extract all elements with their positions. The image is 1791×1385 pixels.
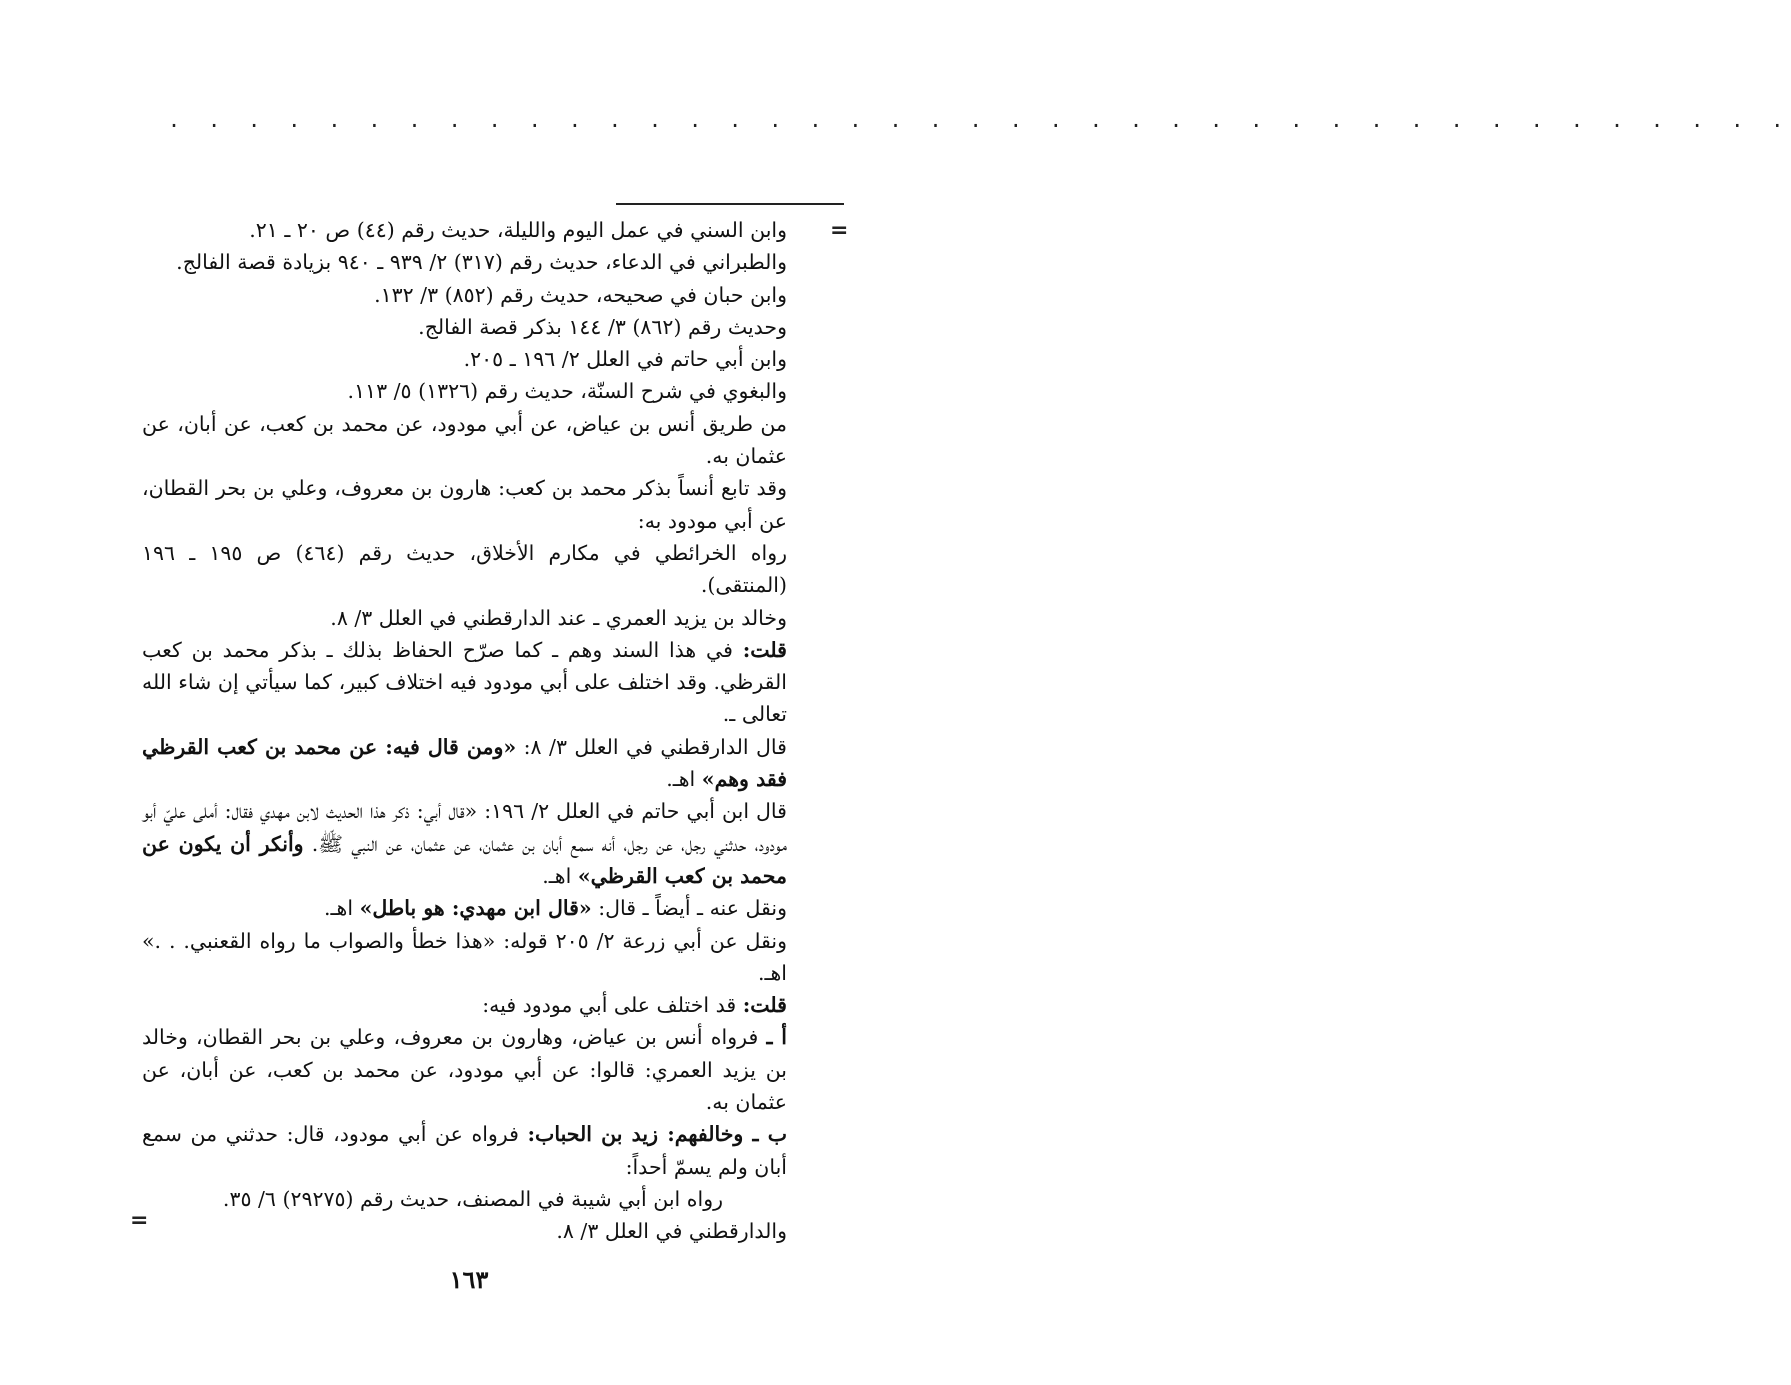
ba-paragraph: [142, 1118, 787, 1183]
alif-text: فرواه أنس بن عياض، وهارون بن معروف، وعلي بن بحر القطان، وخالد بن يزيد العمري: قالوا: عن أبي مودود، عن محمد بن كعب، عن أبان، عن عثمان به.: [142, 1025, 787, 1115]
footnote-separator: [616, 203, 844, 205]
daraqutni-intro: قال الدارقطني في العلل ٣/ ٨:: [516, 734, 787, 759]
text-line: والطبراني في الدعاء، حديث رقم (٣١٧) ٢/ ٩٣٩ ـ ٩٤٠ بزيادة قصة الفالج.: [176, 250, 787, 275]
page-number: ١٦٣: [449, 1265, 489, 1294]
qult-text-2: قد اختلف على أبي مودود فيه:: [482, 993, 743, 1018]
footnote-body: [142, 214, 787, 1248]
abi-hatim-end: اهـ.: [542, 863, 578, 888]
continuation-marker-top: =: [830, 218, 849, 243]
qult-paragraph: [142, 634, 787, 731]
ba-text: فرواه عن أبي مودود، قال: حدثني من سمع أبان ولم يسمّ أحداً:: [142, 1122, 787, 1179]
abu-zura-paragraph: ونقل عن أبي زرعة ٢/ ٢٠٥ قوله: «هذا خطأ والصواب ما رواه القعنبي. . .» اهـ.: [142, 928, 787, 985]
qult-text: في هذا السند وهم ـ كما صرّح الحفاظ بذلك ـ بذكر محمد بن كعب القرظي. وقد اختلف على أبي مودود فيه اختلاف كبير، كما سيأتي إن شاء الله تعالى ـ.: [142, 637, 787, 727]
daraqutni-quote: «ومن قال فيه: عن محمد بن كعب القرظي فقد وهم»: [142, 734, 787, 792]
text-line: وابن حبان في صحيحه، حديث رقم (٨٥٢) ٣/ ١٣٢.: [374, 282, 787, 307]
text-line: وابن السني في عمل اليوم والليلة، حديث رقم (٤٤) ص ٢٠ ـ ٢١.: [249, 218, 787, 242]
qult-label-2: قلت:: [742, 993, 787, 1018]
closing-line: رواه ابن أبي شيبة في المصنف، حديث رقم (٢٩٢٧٥) ٦/ ٣٥.: [222, 1186, 723, 1211]
daraqutni-paragraph: [142, 731, 787, 796]
naql-end: اهـ.: [324, 896, 360, 921]
naql-intro: ونقل عنه ـ أيضاً ـ قال:: [591, 896, 787, 921]
alif-label: أ ـ: [766, 1025, 788, 1050]
text-line: من طريق أنس بن عياض، عن أبي مودود، عن محمد بن كعب، عن أبان، عن عثمان به.: [142, 411, 787, 469]
abi-hatim-paragraph: [142, 795, 787, 892]
header-dotted-line: . . . . . . . . . . . . . . . . . . . . . . . . . . . . . . . . . . . . . . . . .: [168, 108, 1791, 132]
text-line: وابن أبي حاتم في العلل ٢/ ١٩٦ ـ ٢٠٥.: [463, 347, 787, 372]
ba-label: ب ـ وخالفهم: زيد بن الحباب:: [527, 1122, 787, 1147]
text-line: والبغوي في شرح السنّة، حديث رقم (١٣٢٦) ٥/ ١١٣.: [347, 379, 787, 404]
naql-bold: «قال ابن مهدي: هو باطل»: [359, 896, 592, 921]
continuation-marker-bottom: =: [130, 1208, 149, 1233]
text-line: وحديث رقم (٨٦٢) ٣/ ١٤٤ بذكر قصة الفالج.: [418, 314, 787, 339]
abi-hatim-intro: قال ابن أبي حاتم في العلل ٢/ ١٩٦: «قال أبي: ذكر هذا الحديث لابن مهدي فقال: أملى عليّ أبو مودود، حدثني رجل، عن رجل، أنه سمع أبان بن عثمان، عن عثمان، عن النبي ﷺ.: [142, 799, 788, 856]
closing-line: والدارقطني في العلل ٣/ ٨.: [556, 1219, 787, 1244]
qult-paragraph-2: [142, 989, 787, 1021]
alif-paragraph: [142, 1021, 787, 1118]
qult-label: قلت:: [742, 637, 787, 662]
naql-paragraph: [142, 892, 787, 924]
daraqutni-end: اهـ.: [666, 767, 702, 792]
text-line: رواه الخرائطي في مكارم الأخلاق، حديث رقم (٤٦٤) ص ١٩٥ ـ ١٩٦ (المنتقى).: [142, 540, 787, 598]
abi-hatim-bold: وأنكر أن يكون عن محمد بن كعب القرظي»: [142, 831, 787, 888]
text-line: وقد تابع أنساً بذكر محمد بن كعب: هارون بن معروف، وعلي بن بحر القطان، عن أبي مودود به:: [142, 476, 787, 533]
text-line: وخالد بن يزيد العمري ـ عند الدارقطني في العلل ٣/ ٨.: [330, 605, 787, 630]
